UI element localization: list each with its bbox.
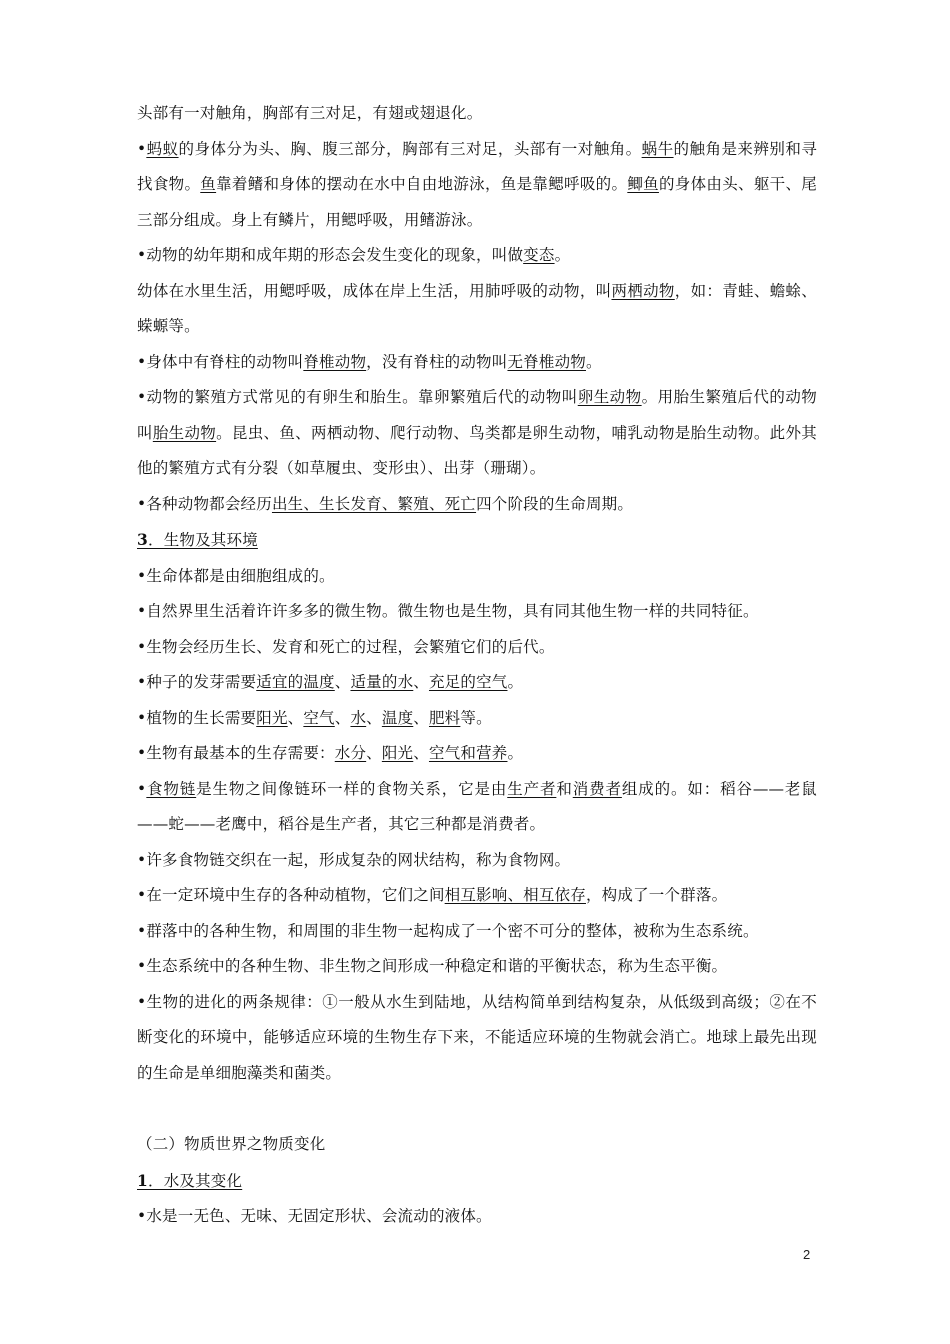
text-run: 组成的。如：稻谷——老鼠——蛇——老鹰中，稻谷是生产者，其它三种都是消费者。 (137, 779, 817, 833)
underlined-term: 1 (137, 1170, 148, 1190)
page-number: 2 (803, 1247, 811, 1262)
text-run: •生命体都是由细胞组成的。 (137, 566, 335, 585)
underlined-term: 脊椎动物 (303, 352, 367, 371)
underlined-term: 无脊椎动物 (507, 352, 586, 371)
text-run: • (137, 779, 147, 798)
paragraph (137, 665, 817, 701)
text-run: 的身体由头、躯干、尾三部分组成。身上有鳞片，用鳃呼吸，用鳍游泳。 (137, 175, 817, 229)
underlined-term: 相互影响、相互依存 (444, 886, 586, 904)
paragraph (137, 878, 817, 914)
underlined-term: 蚂蚁 (146, 139, 179, 158)
text-run: 、 (334, 708, 351, 727)
paragraph (137, 132, 817, 239)
text-run: ，构成了一个群落。 (585, 886, 728, 904)
paragraph (137, 843, 817, 879)
underlined-term: 水分 (334, 744, 367, 762)
text-run: •动物的繁殖方式常见的有卵生和胎生。靠卵繁殖后代的动物叫 (137, 388, 578, 406)
paragraph (137, 949, 817, 985)
paragraph (137, 1163, 817, 1200)
paragraph (137, 630, 817, 666)
paragraph (137, 772, 817, 843)
paragraph (137, 985, 817, 1092)
underlined-term: ．水及其变化 (148, 1171, 243, 1190)
paragraph (137, 701, 817, 737)
text-run: 、 (334, 673, 351, 691)
underlined-term: 阳光 (381, 744, 414, 762)
paragraph (137, 594, 817, 630)
text-run: •水是一无色、无味、无固定形状、会流动的液体。 (137, 1207, 492, 1225)
underlined-term: 变态 (523, 246, 555, 264)
text-run: •生物有最基本的生存需要： (137, 744, 335, 762)
text-run: •动物的幼年期和成年期的形态会发生变化的现象，叫做 (137, 246, 524, 264)
text-run: •生物的进化的两条规律：①一般从水生到陆地，从结构简单到结构复杂，从低级到高级；②在不断变化的环境中，能够适应环境的生物生存下来，不能适应环境的生物就会消亡。地球上最先出现的生命是单细胞藻类和菌类。 (137, 992, 817, 1082)
text-run: •自然界里生活着许许多多的微生物。微生物也是生物，具有同其他生物一样的共同特征。 (137, 602, 759, 620)
underlined-term: 出生、生长发育、繁殖、死亡 (271, 494, 477, 513)
text-run: •植物的生长需要 (137, 708, 257, 727)
paragraph (137, 914, 817, 950)
paragraph (137, 736, 817, 772)
text-run: ，没有脊柱的动物叫 (366, 352, 508, 371)
underlined-term: 蜗牛 (641, 139, 674, 158)
paragraph (137, 274, 817, 345)
text-run: 的身体分为头、胸、腹三部分，胸部有三对足，头部有一对触角。 (178, 139, 642, 158)
paragraph (137, 1199, 817, 1235)
paragraph (137, 559, 817, 595)
text-run: 头部有一对触角，胸部有三对足，有翅或翅退化。 (137, 104, 483, 122)
text-run: 幼体在水里生活，用鳃呼吸，成体在岸上生活，用肺呼吸的动物，叫 (137, 281, 612, 300)
text-run: •在一定环境中生存的各种动植物，它们之间 (137, 886, 445, 904)
underlined-term: 适量的水 (350, 673, 414, 691)
underlined-term: 卵生动物 (577, 388, 642, 406)
underlined-term: 空气 (303, 708, 335, 727)
text-run: 。 (507, 673, 524, 691)
text-run: •各种动物都会经历 (137, 494, 272, 513)
underlined-term: 胎生动物 (152, 423, 217, 442)
text-run: 、 (366, 708, 382, 727)
paragraph (137, 345, 817, 381)
paragraph (137, 1127, 817, 1163)
underlined-term: ．生物及其环境 (148, 531, 258, 549)
underlined-term: 阳光 (256, 708, 288, 727)
text-run: 四个阶段的生命周期。 (476, 494, 634, 513)
text-run: 等。 (460, 708, 492, 727)
text-run: •群落中的各种生物，和周围的非生物一起构成了一个密不可分的整体，被称为生态系统。 (137, 921, 759, 940)
underlined-term: 生产者 (507, 779, 557, 798)
text-run: 、 (413, 708, 429, 727)
text-run: •许多食物链交织在一起，形成复杂的网状结构，称为食物网。 (137, 850, 571, 869)
text-run: 。 (554, 246, 571, 264)
underlined-term: 两栖动物 (611, 281, 675, 300)
underlined-term: 消费者 (572, 779, 622, 798)
underlined-term: 充足的空气 (428, 673, 508, 691)
underlined-term: 鲫鱼 (627, 175, 659, 193)
underlined-term: 食物链 (146, 779, 197, 798)
text-run: 。用胎生繁殖后代的动物叫 (137, 388, 817, 442)
text-run: 、 (287, 708, 304, 727)
underlined-term: 肥料 (428, 708, 461, 727)
text-run: ，如：青蛙、蟾蜍、蝾螈等。 (137, 281, 817, 335)
text-run: 、 (366, 744, 382, 762)
underlined-term: 3 (137, 530, 148, 549)
text-run: 靠着鳍和身体的摆动在水中自由地游泳，鱼是靠鳃呼吸的。 (216, 175, 628, 193)
text-run: •种子的发芽需要 (137, 673, 257, 691)
paragraph (137, 487, 817, 523)
paragraph (137, 238, 817, 274)
text-run: 、 (413, 673, 429, 691)
text-run: 的触角是来辨别和寻找食物。 (137, 139, 817, 193)
underlined-term: 空气和营养 (428, 744, 508, 762)
text-run: 。 (585, 352, 602, 371)
paragraph (137, 522, 817, 559)
text-run: • (137, 139, 147, 158)
text-run: 。 (507, 744, 524, 762)
text-run: •生物会经历生长、发育和死亡的过程，会繁殖它们的后代。 (137, 637, 555, 656)
paragraph (137, 96, 817, 132)
underlined-term: 鱼 (200, 175, 217, 193)
underlined-term: 温度 (381, 708, 414, 727)
underlined-term: 适宜的温度 (256, 673, 335, 691)
text-run: （二）物质世界之物质变化 (137, 1135, 326, 1153)
text-run: •身体中有脊柱的动物叫 (137, 352, 304, 371)
page-body (137, 96, 817, 1235)
text-run: •生态系统中的各种生物、非生物之间形成一种稳定和谐的平衡状态，称为生态平衡。 (137, 957, 728, 975)
paragraph (137, 380, 817, 487)
text-run: 是生物之间像链环一样的食物关系，它是由 (196, 779, 508, 798)
text-run: 、 (413, 744, 429, 762)
text-run: 。昆虫、鱼、两栖动物、爬行动物、鸟类都是卵生动物，哺乳动物是胎生动物。此外其他的繁殖方式有分裂（如草履虫、变形虫）、出芽（珊瑚）。 (137, 423, 817, 477)
underlined-term: 水 (350, 708, 367, 727)
text-run: 和 (556, 779, 573, 798)
paragraph-gap (137, 1091, 817, 1127)
